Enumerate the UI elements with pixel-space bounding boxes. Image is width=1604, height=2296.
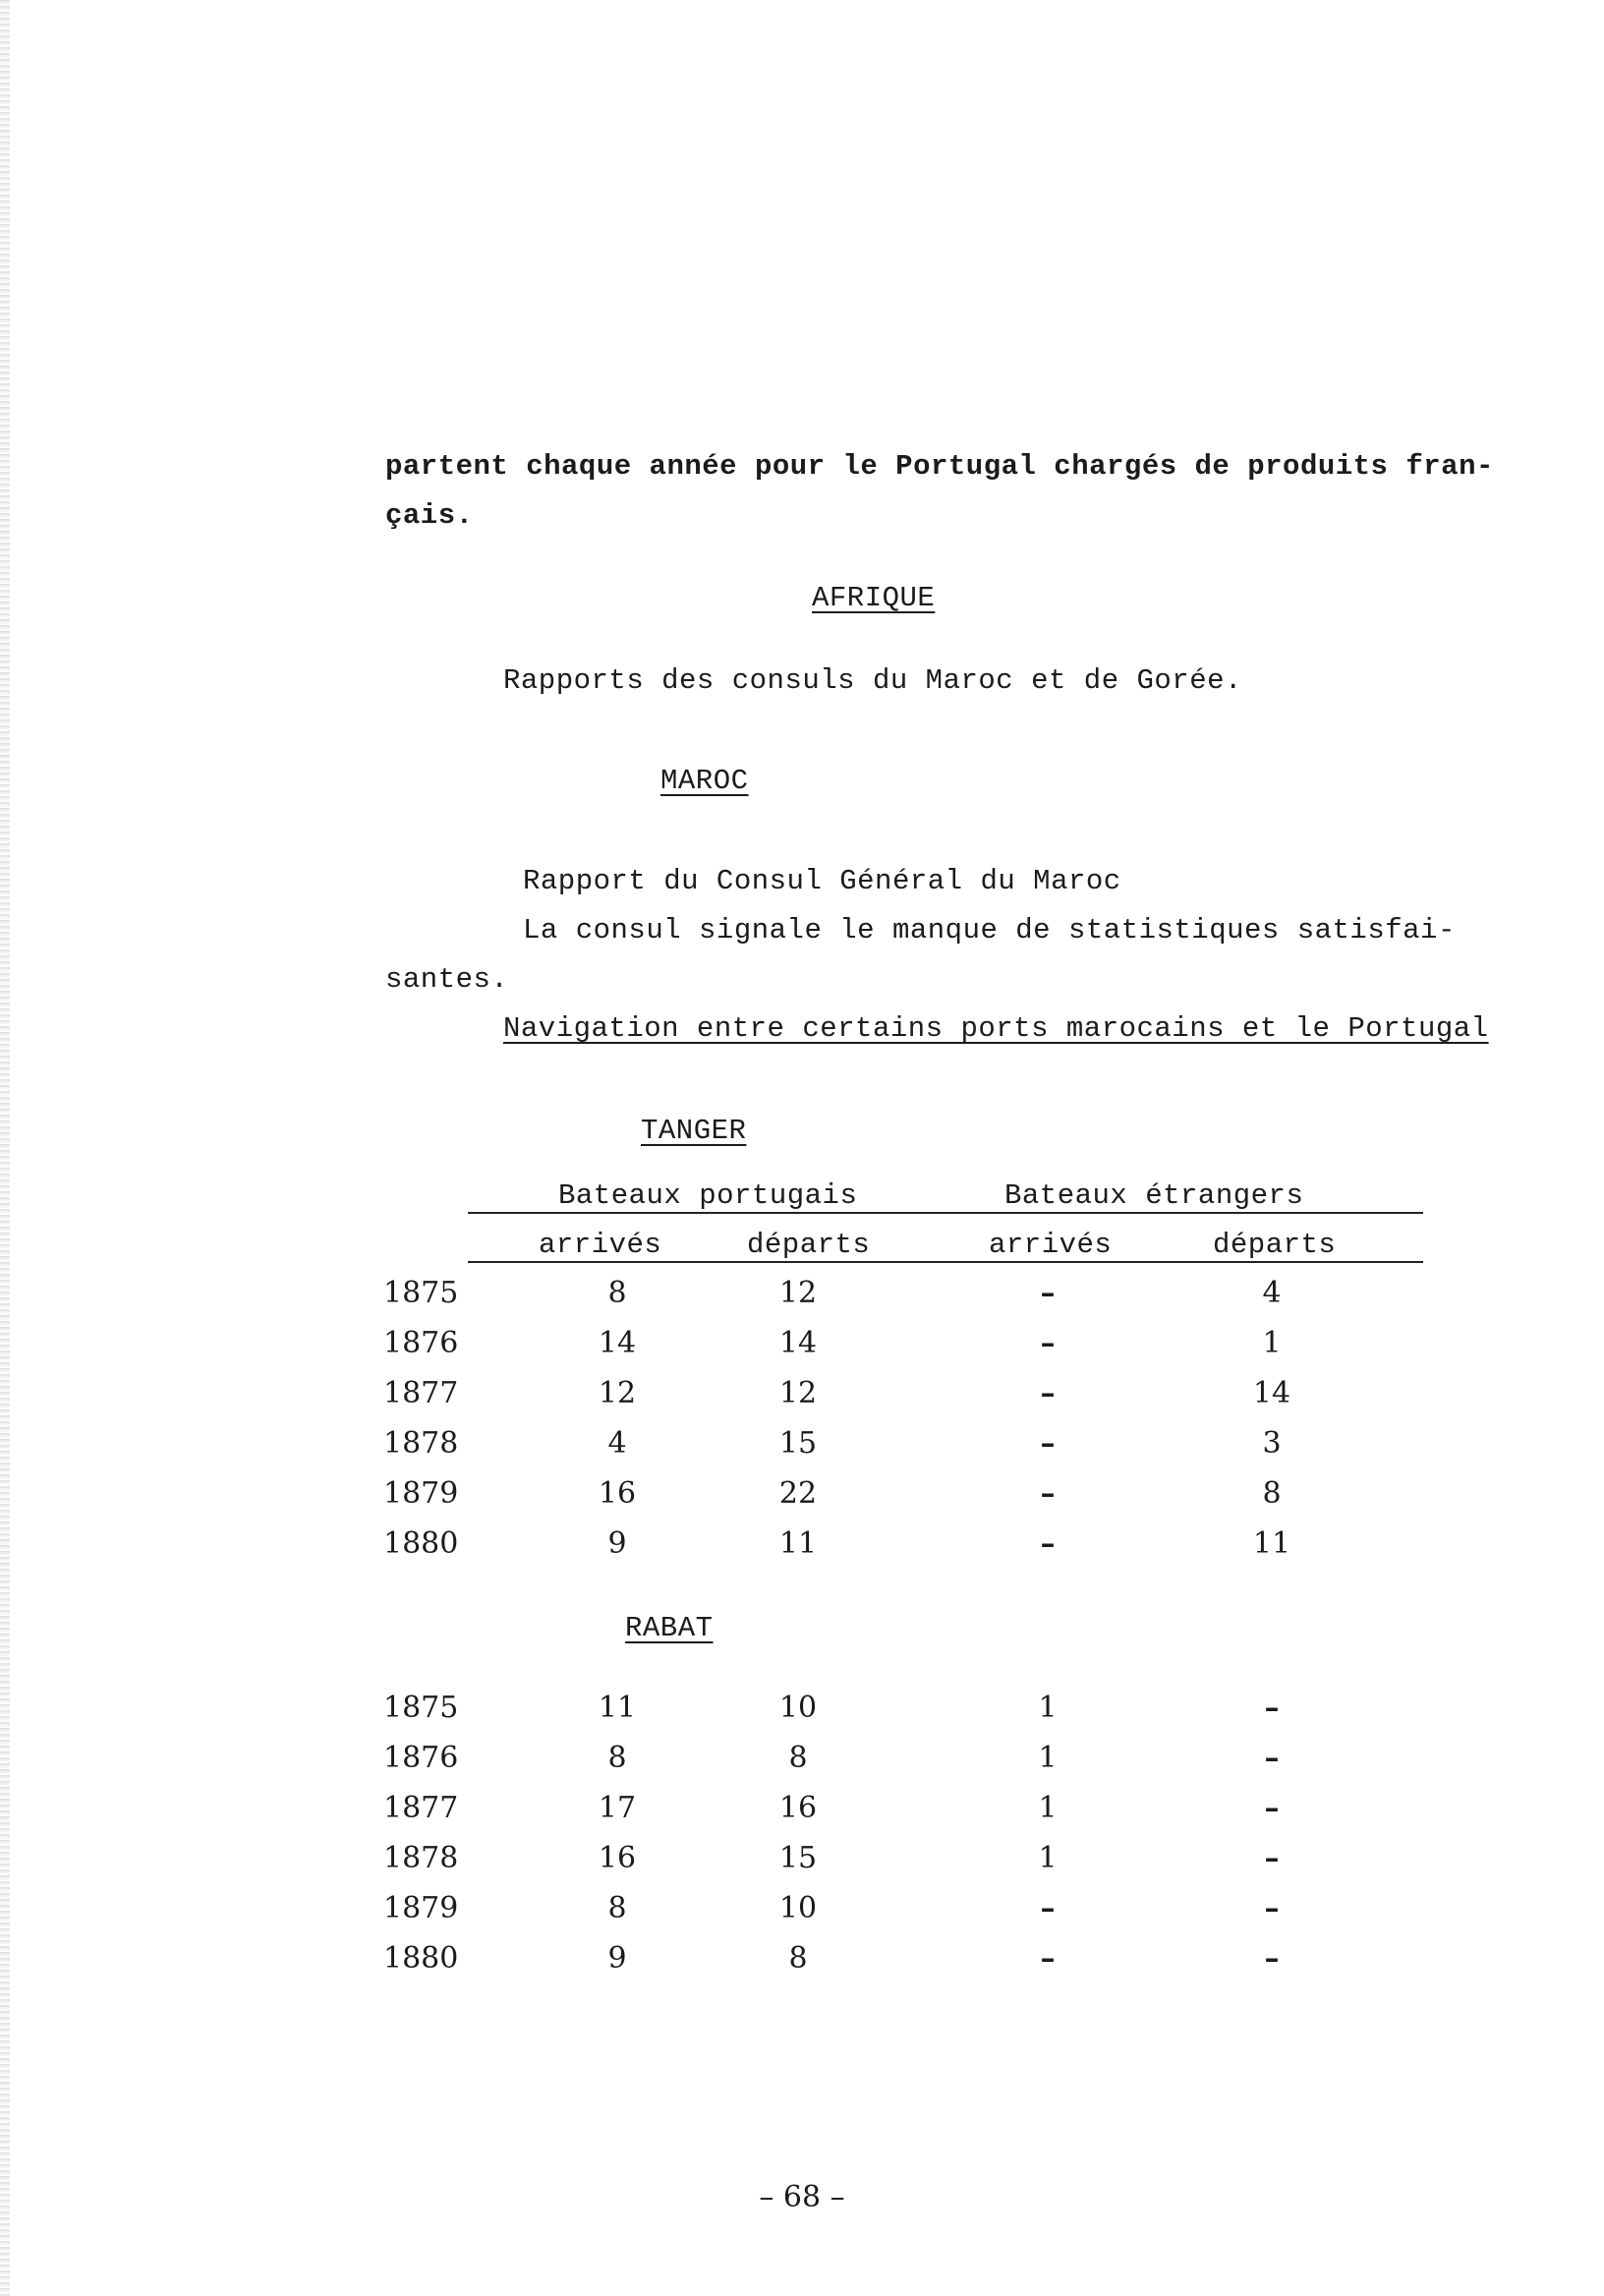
cell-pt-dep: 15: [778, 1426, 818, 1461]
cell-fr-dep: –: [1264, 1741, 1280, 1775]
cell-fr-arr: –: [1040, 1276, 1056, 1310]
cell-fr-dep: 14: [1252, 1376, 1291, 1410]
cell-fr-dep: 1: [1262, 1326, 1282, 1360]
row-year: 1877: [383, 1791, 459, 1825]
header-pt-departures: départs: [747, 1229, 871, 1261]
report-line-2: santes.: [385, 963, 509, 996]
cell-pt-dep: 16: [778, 1791, 818, 1825]
header-fr-arrivals: arrivés: [989, 1229, 1113, 1261]
row-year: 1875: [383, 1276, 459, 1310]
cell-pt-dep: 8: [788, 1741, 808, 1775]
cell-fr-arr: –: [1040, 1426, 1056, 1461]
cell-pt-dep: 10: [778, 1891, 818, 1925]
cell-fr-dep: 11: [1252, 1526, 1291, 1561]
cell-pt-arr: 4: [607, 1426, 627, 1461]
row-year: 1877: [383, 1376, 459, 1410]
port-title-rabat: RABAT: [625, 1612, 714, 1644]
header-pt-arrivals: arrivés: [539, 1229, 662, 1261]
row-year: 1876: [383, 1741, 459, 1775]
cell-fr-dep: –: [1264, 1941, 1280, 1976]
cell-pt-dep: 12: [778, 1376, 818, 1410]
report-title: Rapport du Consul Général du Maroc: [523, 865, 1121, 897]
row-year: 1876: [383, 1326, 459, 1360]
report-line-1: La consul signale le manque de statistiques satisfai-: [523, 914, 1456, 947]
cell-pt-arr: 17: [598, 1791, 637, 1825]
cell-pt-dep: 8: [788, 1941, 808, 1976]
cell-pt-arr: 8: [607, 1891, 627, 1925]
row-year: 1879: [383, 1476, 459, 1511]
cell-pt-arr: 8: [607, 1276, 627, 1310]
cell-pt-dep: 15: [778, 1841, 818, 1875]
cell-fr-dep: –: [1264, 1691, 1280, 1725]
cell-fr-dep: 8: [1262, 1476, 1282, 1511]
port-title-tanger: TANGER: [641, 1115, 747, 1147]
section-title: AFRIQUE: [812, 582, 936, 614]
header-group-portuguese: Bateaux portugais: [558, 1179, 858, 1212]
cell-fr-arr: 1: [1038, 1691, 1058, 1725]
cell-pt-arr: 9: [607, 1526, 627, 1561]
cell-fr-dep: –: [1264, 1891, 1280, 1925]
cell-fr-arr: 1: [1038, 1741, 1058, 1775]
cell-pt-dep: 11: [778, 1526, 818, 1561]
cell-fr-dep: –: [1264, 1791, 1280, 1825]
cell-fr-arr: –: [1040, 1941, 1056, 1976]
cell-fr-arr: –: [1040, 1376, 1056, 1410]
section-subtitle: Rapports des consuls du Maroc et de Gorée.: [503, 664, 1242, 697]
cell-fr-dep: –: [1264, 1841, 1280, 1875]
row-year: 1878: [383, 1426, 459, 1461]
scan-binding-edge: [0, 0, 10, 2296]
country-title: MAROC: [660, 765, 749, 797]
cell-pt-arr: 16: [598, 1476, 637, 1511]
cell-pt-arr: 16: [598, 1841, 637, 1875]
paragraph-line-1: partent chaque année pour le Portugal chargés de produits fran-: [385, 450, 1494, 483]
cell-pt-dep: 12: [778, 1276, 818, 1310]
header-rule-top: [468, 1212, 1423, 1214]
cell-pt-arr: 9: [607, 1941, 627, 1976]
cell-pt-arr: 8: [607, 1741, 627, 1775]
row-year: 1878: [383, 1841, 459, 1875]
cell-pt-dep: 14: [778, 1326, 818, 1360]
row-year: 1875: [383, 1691, 459, 1725]
cell-fr-dep: 3: [1262, 1426, 1282, 1461]
header-fr-departures: départs: [1213, 1229, 1337, 1261]
cell-fr-arr: 1: [1038, 1841, 1058, 1875]
cell-pt-dep: 10: [778, 1691, 818, 1725]
cell-fr-arr: 1: [1038, 1791, 1058, 1825]
row-year: 1880: [383, 1941, 459, 1976]
cell-fr-arr: –: [1040, 1526, 1056, 1561]
cell-pt-arr: 11: [598, 1691, 637, 1725]
header-rule-bottom: [468, 1261, 1423, 1263]
header-group-foreign: Bateaux étrangers: [1004, 1179, 1304, 1212]
cell-pt-dep: 22: [778, 1476, 818, 1511]
cell-pt-arr: 12: [598, 1376, 637, 1410]
row-year: 1880: [383, 1526, 459, 1561]
cell-fr-arr: –: [1040, 1476, 1056, 1511]
navigation-title: Navigation entre certains ports marocains et le Portugal: [503, 1012, 1489, 1045]
cell-fr-dep: 4: [1262, 1276, 1282, 1310]
cell-fr-arr: –: [1040, 1326, 1056, 1360]
page-number: – 68 –: [759, 2180, 845, 2214]
cell-pt-arr: 14: [598, 1326, 637, 1360]
cell-fr-arr: –: [1040, 1891, 1056, 1925]
row-year: 1879: [383, 1891, 459, 1925]
paragraph-line-2: çais.: [385, 499, 474, 532]
